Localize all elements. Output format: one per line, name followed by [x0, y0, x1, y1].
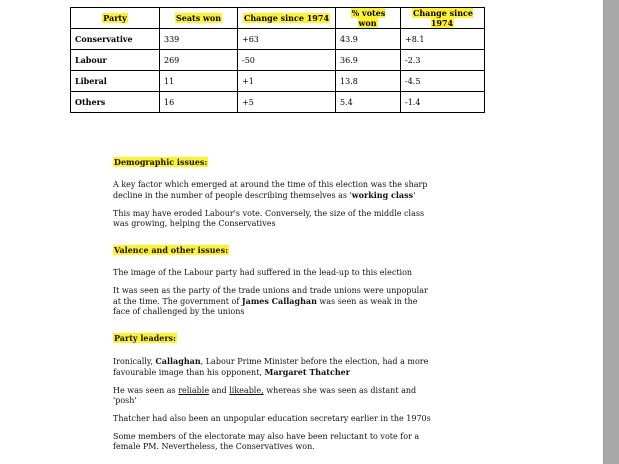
table-header-row [71, 8, 485, 29]
demographic-heading: Demographic issues: [114, 157, 208, 167]
cell-vote-change: +8.1 [401, 29, 485, 50]
right-margin-strip [604, 0, 619, 464]
cell-party: Labour [71, 50, 160, 71]
leaders-heading: Party leaders: [114, 333, 176, 343]
table-row [71, 71, 485, 92]
cell-seat-change: +1 [238, 71, 336, 92]
demographic-paragraph-2: This may have eroded Labour's vote. Conversely, the size of the middle class was growing, helping the Conservatives [113, 209, 425, 228]
cell-vote-change: -2.3 [401, 50, 485, 71]
cell-vote-change: -1.4 [401, 92, 485, 113]
cell-vote-change: -4.5 [401, 71, 485, 92]
cell-votes: 36.9 [336, 50, 401, 71]
cell-seats: 11 [160, 71, 238, 92]
leaders-paragraph-2: He was seen as reliable and likeable, whereas she was seen as distant and 'posh' [113, 386, 417, 405]
table-row [71, 50, 485, 71]
election-results-table [70, 7, 485, 113]
cell-seat-change: +63 [238, 29, 336, 50]
table-row [71, 92, 485, 113]
header-votes-won: % votes won [336, 8, 401, 29]
header-seats-won: Seats won [160, 8, 238, 29]
cell-seats: 339 [160, 29, 238, 50]
valence-heading: Valence and other issues: [114, 245, 229, 255]
cell-seat-change: -50 [238, 50, 336, 71]
cell-party: Conservative [71, 29, 160, 50]
header-party: Party [71, 8, 160, 29]
cell-seats: 16 [160, 92, 238, 113]
header-vote-change: Change since 1974 [401, 8, 485, 29]
body-text [113, 157, 433, 452]
table-row [71, 29, 485, 50]
demographic-paragraph-1: A key factor which emerged at around the time of this election was the sharp decline in the number of people describing themselves as 'working class' [113, 180, 428, 200]
header-seat-change: Change since 1974 [238, 8, 336, 29]
leaders-paragraph-3: Thatcher had also been an unpopular education secretary earlier in the 1970s [113, 414, 431, 423]
cell-seat-change: +5 [238, 92, 336, 113]
valence-paragraph-2: It was seen as the party of the trade unions and trade unions were unpopular at the time. The government of James Callaghan was seen as weak in the face of challenged by the unions [113, 286, 428, 316]
leaders-paragraph-1: Ironically, Callaghan, Labour Prime Minister before the election, had a more favourable image than his opponent, Margaret Thatcher [113, 356, 429, 377]
valence-paragraph-1: The image of the Labour party had suffered in the lead-up to this election [113, 268, 413, 277]
cell-party: Others [71, 92, 160, 113]
cell-seats: 269 [160, 50, 238, 71]
cell-votes: 5.4 [336, 92, 401, 113]
cell-party: Liberal [71, 71, 160, 92]
cell-votes: 13.8 [336, 71, 401, 92]
leaders-paragraph-4: Some members of the electorate may also have been reluctant to vote for a female PM. Nevertheless, the Conservatives won. [113, 432, 420, 451]
cell-votes: 43.9 [336, 29, 401, 50]
